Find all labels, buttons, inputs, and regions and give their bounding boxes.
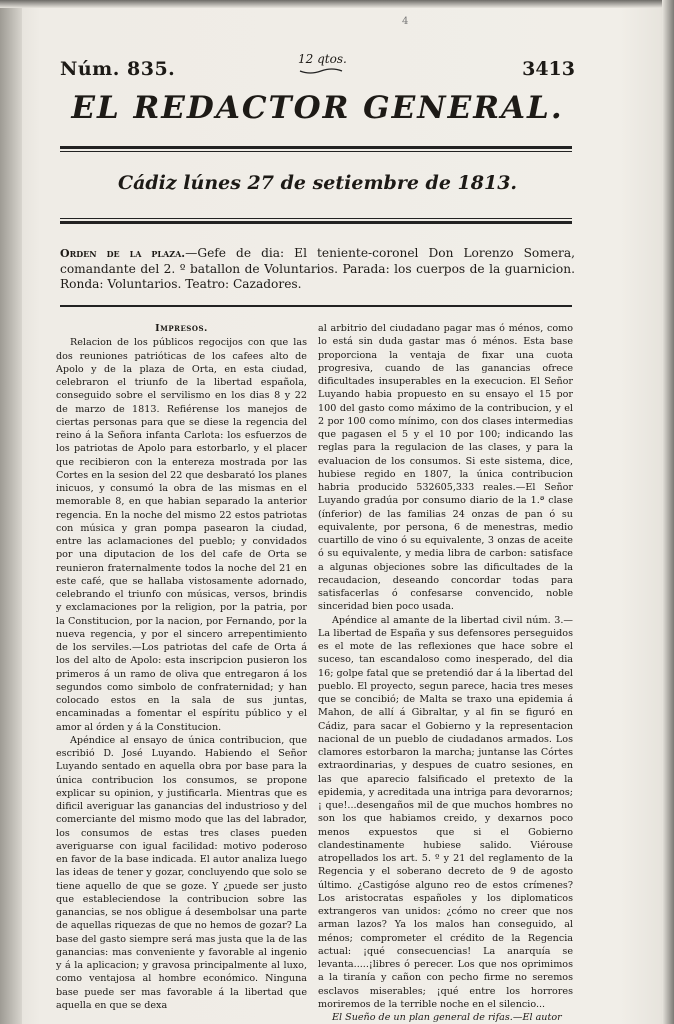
newspaper-title: EL REDACTOR GENERAL.: [71, 90, 564, 126]
orden-de-la-plaza: [60, 246, 575, 293]
binding-gutter: [0, 0, 22, 1024]
dateline: Cádiz lúnes 27 de setiembre de 1813.: [117, 172, 518, 194]
column-right: [318, 322, 573, 1024]
double-rule-top-a: [60, 146, 572, 149]
top-edge-shadow: [0, 0, 674, 8]
masthead-row: [60, 52, 575, 84]
paragraph-sueno: El Sueño de un plan general de rifas.—El autor: [332, 1012, 562, 1023]
price-note: 12 qtos.: [298, 52, 347, 66]
impresos-heading: Impresos.: [155, 323, 208, 334]
page-number: 3413: [522, 58, 575, 80]
double-rule-mid-b: [60, 221, 572, 224]
issue-number: Núm. 835.: [60, 58, 176, 80]
price-flourish-ornament: [298, 66, 344, 76]
double-rule-mid-a: [60, 218, 572, 219]
paragraph-apendice-amante: Apéndice al amante de la libertad civil núm. 3.—La libertad de España y sus defensores perseguidos es el mote de las reflexiones que hace sobre el suceso, tan escandaloso como inesperado, del dia 16; golpe fatal que se pretendió dar á la libertad del pueblo. El proyecto, segun parece, hacia tres meses que se concibió; de Malta se traxo una epidemia á Mahon, de allí á Gibraltar, y al fin se figuró en Cádiz, para sacar el Gobierno y la representacion nacional de un pueblo de ciudadanos armados. Los clamores estorbaron la marcha; juntanse las Córtes extraordinarias, y despues de cuatro sesiones, en las que aparecio falsificado el pretexto de la epidemia, y acreditada una intriga para devorarnos; ¡ que!...desengaños mil de que muchos hombres no son los que habiamos creido, y dexarnos poco menos expuestos que si el Gobierno clandestinamente hubiese salido. Viérouse atropellados los art. 5. º y 21 del reglamento de la Regencia y el soberano decreto de 9 de agosto último. ¿Castigóse alguno reo de estos crímenes? Los aristocratas españoles y los diplomaticos extrangeros van unidos: ¿cómo no creer que nos arman lazos? Ya los malos han conseguido, al ménos; comprometer el crédito de la Regencia actual: ¡qué consecuencias! La anarquía se levanta.....¡libres ó perecer. Los que nos oprimimos a la tiranía y cañon con pecho firme no seremos esclavos miserables; ¡qué entre los horrores moriremos de la terrible noche en el silencio...: [318, 614, 573, 1010]
column-left: [56, 322, 307, 1012]
double-rule-top-b: [60, 151, 572, 152]
corner-mark: 4: [402, 16, 409, 27]
right-edge-shadow: [662, 0, 674, 1024]
paragraph-apendice-ensayo: Apéndice al ensayo de única contribucion, que escribió D. José Luyando. Habiendo el Señor Luyando sentado en aquella obra por base para la única contribucion los consumos, se propone explicar su opinion, y justificarla. Mientras que es dificil averiguar las ganancias del industrioso y del comerciante del mismo modo que las del labrador, los consumos de estas tres clases pueden averiguarse con igual facilidad: motivo poderoso en favor de la base indicada. El autor analiza luego las ideas de tener y gozar, concluyendo que solo se tiene aquello de que se goze. Y ¿puede ser justo que estableciendose la contribucion sobre las ganancias, se nos obligue á desembolsar una parte de aquellas riquezas de que no hemos de gozar? La base del gasto siempre será mas justa que la de las ganancias: mas conveniente y favorable al ingenio y á la aplicacion; y gravosa principalmente al luxo, como ventajosa al hombre económico. Ninguna base puede ser mas favorable á la libertad que aquella en que se dexa: [56, 734, 307, 1011]
orden-text: —Gefe de dia: El teniente-coronel Don Lorenzo Somera, comandante del 2. º batallon de Voluntarios. Parada: los cuerpos de la guarnicion. Ronda: Voluntarios. Teatro: Cazadores.: [60, 246, 575, 291]
paragraph-relacion: Relacion de los públicos regocijos con que las dos reuniones patrióticas de los cafees alto de Apolo y de la plaza de Orta, en esta ciudad, celebraron el triunfo de la libertad española, conseguido sobre el servilismo en los dias 8 y 22 de marzo de 1813. Refiérense los manejos de ciertas personas para que se diese la regencia del reino á la Señora infanta Carlota: los esfuerzos de los patriotas de Apolo para estorbarlo, y el placer que recibieron con la entereza mostrada por las Cortes en la sesion del 22 que desbarató los planes inicuos, y consumó la obra de las mismas en el memorable 8, en que habian separado la anterior regencia. En la noche del mismo 22 estos patriotas con música y gran pompa pasearon la ciudad, entre las aclamaciones del pueblo; y convidados por una diputacion de los del cafe de Orta se reunieron fraternalmente todos la noche del 21 en este café, que se hallaba vistosamente adornado, celebrando el triunfo con músicas, versos, brindis y exclamaciones por la religion, por la patria, por la Constitucion, por la nacion, por Fernando, por la nueva regencia, y por el sincero arrepentimiento de los serviles.—Los patriotas del cafe de Orta á los del alto de Apolo: esta inscripcion pusieron los primeros á un ramo de oliva que entregaron á los segundos como simbolo de confraternidad; y han colocado estos en la sala de sus juntas, encaminadas a fomentar el espíritu público y el amor al órden y á la Constitucion.: [56, 337, 307, 733]
section-rule: [60, 305, 572, 307]
paragraph-continuation: al arbitrio del ciudadano pagar mas ó ménos, como lo está sin duda gastar mas ó ménos. Esta base proporciona la ventaja de fixar una cuota progresiva, cuando de las ganancias ofrece dificultades insuperables en la execucion. El Señor Luyando habia propuesto en su ensayo el 15 por 100 del gasto como máximo de la contribucion, y el 2 por 100 como mínimo, con dos clases intermedias que pagasen el 5 y el 10 por 100; indicando las reglas para la regulacion de las clases, y para la evaluacion de los consumos. Si este sistema, dice, hubiese regido en 1807, la única contribucion habria producido 532605,333 reales.—El Señor Luyando gradúa por consumo diario de la 1.ª clase (ínferior) de las familias 24 onzas de pan ó su equivalente, por persona, 6 de menestras, medio cuartillo de vino ó su equivalente, 3 onzas de aceite ó su equivalente, y media libra de carbon: satisface a algunas objeciones sobre las dificultades de la recaudacion, deseando concordar todas para satisfacerlas ó confesarse convencido, noble sinceridad bien poco usada.: [318, 323, 573, 613]
orden-label: Orden de la plaza.: [60, 247, 186, 260]
